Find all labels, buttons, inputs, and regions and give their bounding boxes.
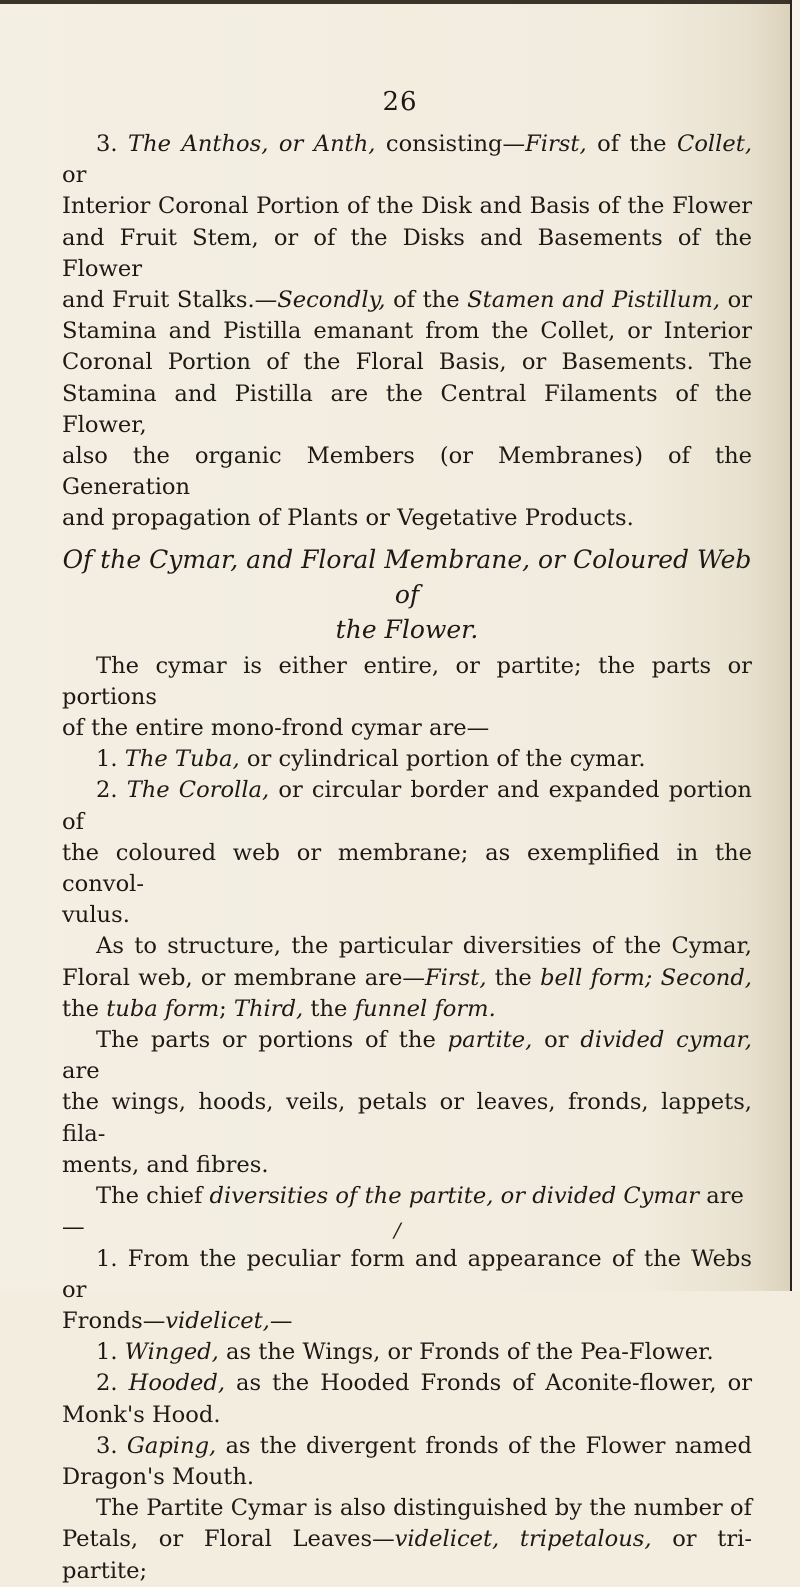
- heading-line: Of the Cymar, and Floral Membrane, or Coloured Web of: [62, 544, 752, 609]
- paragraph-line: 3. The Anthos, or Anth, consisting—First, of the Collet, or: [62, 131, 753, 189]
- paragraph-line: Stamina and Pistilla emanant from the Collet, or Interior: [62, 318, 752, 345]
- paragraph-line: The chief diversities of the partite, or divided Cymar are—: [62, 1183, 744, 1241]
- paragraph-line: and Fruit Stalks.—Secondly, of the Stamen and Pistillum, or: [62, 287, 752, 314]
- paragraph-line: ments, and fibres.: [62, 1151, 269, 1178]
- body-text: [62, 129, 752, 1587]
- paragraph-line: The parts or portions of the partite, or divided cymar, are: [62, 1027, 752, 1085]
- paragraph-line: Dragon's Mouth.: [62, 1463, 255, 1490]
- paragraph-line: vulus.: [62, 902, 130, 929]
- section-heading: [62, 542, 752, 647]
- paragraph-line: 1. The Tuba, or cylindrical portion of the cymar.: [96, 746, 646, 773]
- paragraph-line: Fronds—videlicet,—: [62, 1307, 293, 1334]
- paragraph-line: Coronal Portion of the Floral Basis, or Basements. The: [62, 349, 752, 376]
- paragraph-line: the coloured web or membrane; as exemplified in the convol-: [62, 839, 752, 898]
- paragraph-line: As to structure, the particular diversities of the Cymar,: [96, 933, 752, 960]
- top-border: [0, 0, 800, 4]
- paragraph-line: Interior Coronal Portion of the Disk and Basis of the Flower: [62, 193, 752, 220]
- paragraph-line: The cymar is either entire, or partite; the parts or portions: [62, 652, 752, 710]
- paragraph-line: 3. Gaping, as the divergent fronds of the Flower named: [96, 1432, 752, 1459]
- page-edge-margin: [792, 0, 800, 1291]
- paragraph-line: Stamina and Pistilla are the Central Filaments of the Flower,: [62, 380, 752, 438]
- paragraph-line: The Partite Cymar is also distinguished by the number of: [96, 1495, 752, 1522]
- page-number: 26: [382, 87, 418, 117]
- heading-line: the Flower.: [335, 614, 479, 644]
- paragraph-line: Floral web, or membrane are—First, the bell form; Second,: [62, 964, 752, 991]
- paragraph-line: and Fruit Stem, or of the Disks and Basements of the Flower: [62, 224, 752, 282]
- paragraph-line: the tuba form; Third, the funnel form.: [62, 995, 496, 1022]
- paragraph-line: 2. The Corolla, or circular border and expanded portion of: [62, 777, 752, 835]
- paragraph-line: Petals, or Floral Leaves—videlicet, tripetalous, or tri-partite;: [62, 1526, 753, 1584]
- paragraph-line: Monk's Hood.: [62, 1401, 221, 1428]
- paragraph-line: and propagation of Plants or Vegetative Products.: [62, 505, 634, 532]
- paragraph-line: 1. Winged, as the Wings, or Fronds of the Pea-Flower.: [96, 1339, 714, 1366]
- paragraph-line: 2. Hooded, as the Hooded Fronds of Aconite-flower, or: [96, 1370, 752, 1397]
- stray-mark: /: [394, 1218, 401, 1242]
- paragraph-line: 1. From the peculiar form and appearance of the Webs or: [62, 1245, 752, 1303]
- paragraph-line: of the entire mono-frond cymar are—: [62, 715, 490, 742]
- paragraph-line: also the organic Members (or Membranes) of the Generation: [62, 443, 752, 501]
- paragraph-line: the wings, hoods, veils, petals or leaves, fronds, lappets, fila-: [62, 1089, 752, 1147]
